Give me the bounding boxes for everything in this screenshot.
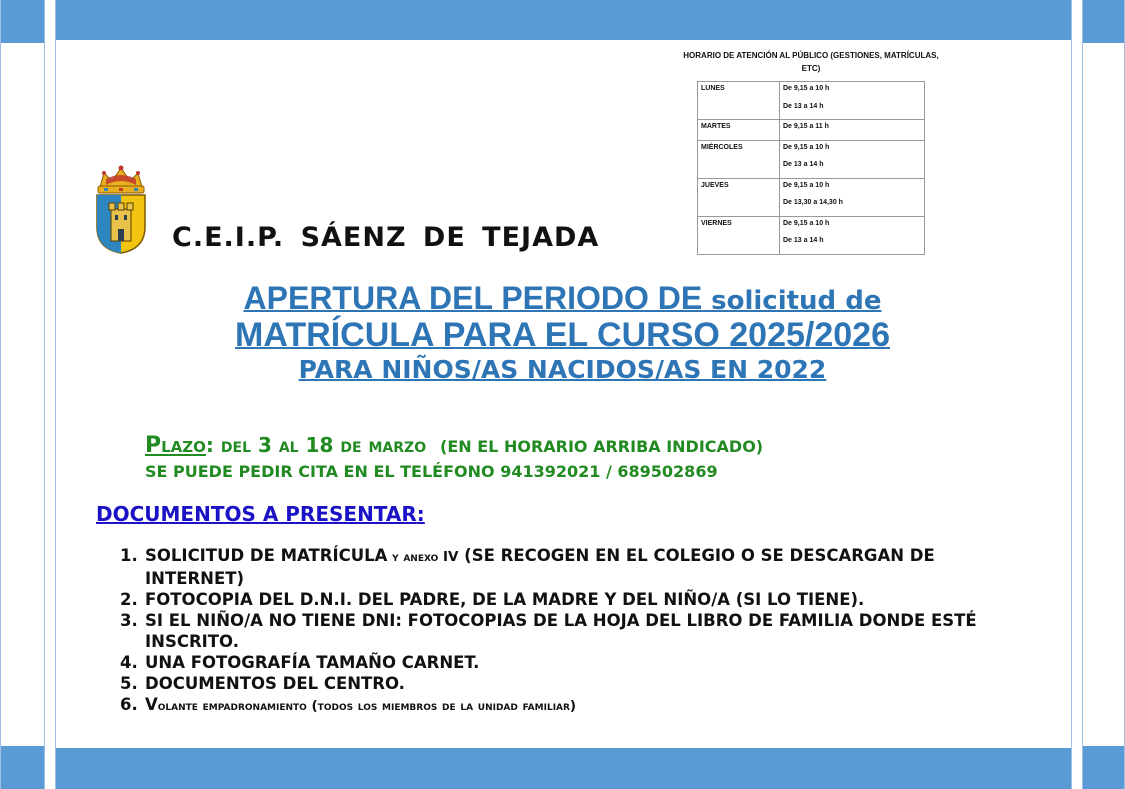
schedule-day: LUNES bbox=[698, 82, 780, 120]
schedule-day: JUEVES bbox=[698, 178, 780, 216]
list-item bbox=[120, 673, 1000, 694]
list-item-text: FOTOCOPIA DEL D.N.I. DEL PADRE, DE LA MADRE Y DEL NIÑO/A (SI LO TIENE). bbox=[145, 590, 865, 609]
documents-title-text: DOCUMENTOS A PRESENTAR bbox=[96, 502, 417, 526]
frame-bottom-left bbox=[0, 746, 45, 789]
heading-line-1-small: solicitud de bbox=[711, 286, 882, 316]
schedule-hours bbox=[780, 140, 925, 178]
list-item-text: UNA FOTOGRAFÍA TAMAÑO CARNET. bbox=[145, 653, 480, 672]
list-item-number: 1. bbox=[120, 546, 138, 565]
list-item-text: SI EL NIÑO/A NO TIENE DNI: FOTOCOPIAS DE LA HOJA DEL LIBRO DE FAMILIA DONDE ESTÉ INSCRITO. bbox=[145, 611, 977, 651]
deadline-label: Plazo bbox=[145, 433, 206, 458]
schedule-row bbox=[698, 140, 925, 178]
frame-top-left bbox=[0, 0, 45, 43]
list-item bbox=[120, 694, 1000, 717]
list-item-text: V bbox=[145, 695, 158, 714]
schedule-day: MIÉRCOLES bbox=[698, 140, 780, 178]
list-item-number: 2. bbox=[120, 590, 138, 609]
schedule-hour: De 9,15 a 10 h bbox=[783, 219, 830, 227]
list-item-small: y anexo IV bbox=[387, 549, 459, 565]
schedule-hour: De 13 a 14 h bbox=[783, 102, 824, 110]
deadline bbox=[145, 433, 763, 458]
frame-line bbox=[1082, 0, 1083, 789]
heading-line-2: MATRÍCULA PARA EL CURSO 2025/2026 bbox=[235, 316, 890, 354]
frame-line bbox=[55, 0, 56, 789]
schedule-hour: De 9,15 a 10 h bbox=[783, 85, 830, 92]
schedule-hour: De 13 a 14 h bbox=[783, 161, 824, 168]
coat-of-arms-icon bbox=[94, 165, 148, 255]
schedule-day: VIERNES bbox=[698, 216, 780, 254]
heading-line-1-main: APERTURA DEL PERIODO DE bbox=[243, 280, 703, 316]
list-item bbox=[120, 545, 1000, 589]
schedule-row bbox=[698, 178, 925, 216]
documents-title bbox=[96, 502, 425, 526]
frame-line bbox=[1071, 0, 1072, 789]
schedule-hour: De 9,15 a 11 h bbox=[783, 123, 829, 130]
frame-bottom-right bbox=[1082, 746, 1125, 789]
schedule-hour: De 9,15 a 10 h bbox=[783, 143, 830, 151]
frame-line bbox=[44, 0, 45, 789]
schedule-table bbox=[697, 81, 925, 255]
list-item-text: SOLICITUD DE MATRÍCULA bbox=[145, 546, 388, 565]
list-item-number: 5. bbox=[120, 674, 138, 693]
list-item bbox=[120, 610, 1000, 652]
frame-top-right bbox=[1082, 0, 1125, 43]
list-item-number: 4. bbox=[120, 653, 138, 672]
heading-line-3: PARA NIÑOS/AS NACIDOS/AS EN 2022 bbox=[298, 355, 827, 384]
schedule-hour: De 13,30 a 14,30 h bbox=[783, 199, 843, 206]
school-name: C.E.I.P. SÁENZ DE TEJADA bbox=[172, 222, 600, 253]
schedule-row bbox=[698, 82, 925, 120]
list-item-text: DOCUMENTOS DEL CENTRO. bbox=[145, 674, 405, 693]
heading-line-1 bbox=[100, 280, 1025, 317]
list-item-small: olante empadronamiento (todos los miembros de la unidad familiar) bbox=[157, 698, 577, 714]
frame-line bbox=[0, 0, 1, 789]
frame-top-bar bbox=[55, 0, 1072, 40]
list-item bbox=[120, 589, 1000, 610]
schedule-row bbox=[698, 120, 925, 141]
schedule-hours bbox=[780, 216, 925, 254]
frame-bottom-bar bbox=[55, 748, 1072, 789]
schedule-title: HORARIO DE ATENCIÓN AL PÚBLICO (GESTIONES, MATRÍCULAS, ETC) bbox=[683, 51, 939, 73]
schedule-day: MARTES bbox=[698, 120, 780, 141]
deadline-colon: : bbox=[205, 433, 214, 457]
schedule-row bbox=[698, 216, 925, 254]
list-item-number: 6. bbox=[120, 695, 138, 714]
deadline-dates: del 3 al 18 de marzo bbox=[220, 433, 427, 457]
schedule-hours bbox=[780, 82, 925, 120]
schedule-hours bbox=[780, 178, 925, 216]
list-item-number: 3. bbox=[120, 611, 138, 630]
deadline-note: (EN EL HORARIO ARRIBA INDICADO) bbox=[440, 437, 764, 456]
schedule-hours bbox=[780, 120, 925, 141]
schedule-hour: De 9,15 a 10 h bbox=[783, 181, 830, 189]
appointment-text: SE PUEDE PEDIR CITA EN EL TELÉFONO 941392021 / 689502869 bbox=[145, 462, 718, 481]
documents-list bbox=[120, 545, 1000, 717]
list-item-rest: (SE RECOGEN EN EL COLEGIO O SE DESCARGAN DE INTERNET) bbox=[145, 546, 935, 588]
schedule-hour: De 13 a 14 h bbox=[783, 237, 824, 244]
documents-title-colon: : bbox=[416, 502, 425, 526]
list-item bbox=[120, 652, 1000, 673]
